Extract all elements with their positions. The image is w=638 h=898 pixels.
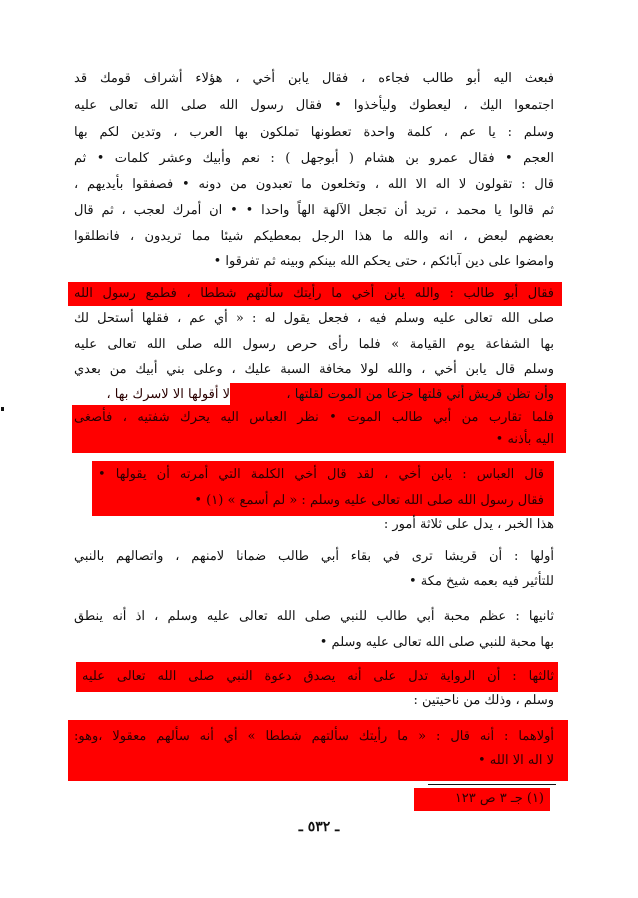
text-line: اجتمعوا اليك ، ليعطوك وليأخذوا • فقال رسول الله صلى الله تعالى عليه: [74, 98, 554, 113]
highlighted-text-line: فلما تقارب من أبي طالب الموت • نظر العباس اليه يحرك شفتيه ، فأصغى: [74, 410, 554, 425]
text-line: ثم قالوا يا محمد ، تريد أن تجعل الآلهة الهاً واحدا • • ان أمرك لعجب ، ثم قال: [74, 203, 554, 218]
text-line: وامضوا على دين آبائكم ، حتى يحكم الله بينكم وبينه ثم تفرقوا •: [213, 254, 554, 269]
margin-mark: [1, 407, 4, 411]
text-line: بعضهم لبعض ، انه والله ما هذا الرجل بمعطيكم شيئا مما تريدون ، فانطلقوا: [74, 229, 554, 244]
highlighted-text-line: لا اله الا الله •: [477, 753, 554, 768]
highlighted-text-line: فقال أبو طالب : والله يابن أخي ما رأيتك سألتهم شططا ، فطمع رسول الله: [74, 286, 554, 301]
highlighted-text-line: لا أقولها الا لاسرك بها ،: [106, 387, 230, 402]
text-line: ثانيها : عظم محبة أبي طالب للنبي صلى الله تعالى عليه وسلم ، اذ أنه ينطق: [74, 609, 554, 624]
text-line: فبعث اليه أبو طالب فجاءه ، فقال يابن أخي ، هؤلاء أشراف قومك قد: [74, 71, 554, 86]
footnote: (١) جـ ٣ ص ١٢٣: [454, 791, 544, 806]
text-line: وسلم : يا عم ، كلمة واحدة تعطونها تملكون بها العرب ، وتدين لكم بها: [74, 125, 554, 140]
text-line: وأن تظن قريش أني قلتها جزعا من الموت لقلتها ،: [286, 387, 554, 402]
highlighted-text-line: فقال رسول الله صلى الله تعالى عليه وسلم : « لم أسمع » (١) •: [194, 493, 544, 508]
highlighted-text-line: اليه بأذنه •: [495, 432, 554, 447]
footnote-rule: [428, 784, 556, 785]
highlighted-text-line: ثالثها : أن الرواية تدل على أنه يصدق دعوة النبي صلى الله تعالى عليه: [82, 669, 554, 684]
text-line: أولها : أن قريشا ترى في بقاء أبي طالب ضمانا لامنهم ، واتصالهم بالنبي: [74, 549, 554, 564]
page-number: ـ ٥٣٢ ـ: [298, 819, 340, 835]
text-line: صلى الله تعالى عليه وسلم فيه ، فجعل يقول له : « أي عم ، فقلها أستحل لك: [74, 311, 554, 326]
text-line: العجم • فقال عمرو بن هشام ( أبوجهل ) : نعم وأبيك وعشر كلمات • ثم: [74, 151, 554, 166]
text-line: هذا الخبر ، يدل على ثلاثة أمور :: [383, 517, 554, 532]
highlighted-text-line: أولاهما : أنه قال : « ما رأيتك سألتهم شططا » أي أنه سألهم معقولا ،وهو:: [74, 729, 554, 744]
text-line: وسلم ، وذلك من ناحيتين :: [413, 693, 554, 708]
text-line: بها الشفاعة يوم القيامة » فلما رأى حرص رسول الله صلى الله تعالى عليه: [74, 337, 554, 352]
text-line: قال : تقولون لا اله الا الله ، وتخلعون ما تعبدون من دونه • فصفقوا بأيديهم ،: [74, 177, 554, 192]
text-line: وسلم قال يابن أخي ، والله لولا مخافة السبة عليك ، وعلى بني أبيك من بعدي: [74, 362, 554, 377]
text-line: بها محبة للنبي صلى الله تعالى عليه وسلم •: [319, 635, 554, 650]
highlighted-text-line: قال العباس : يابن أخي ، لقد قال أخي الكلمة التي أمرته أن يقولها •: [98, 467, 544, 482]
text-line: للتأثير فيه بعمه شيخ مكة •: [409, 574, 554, 589]
